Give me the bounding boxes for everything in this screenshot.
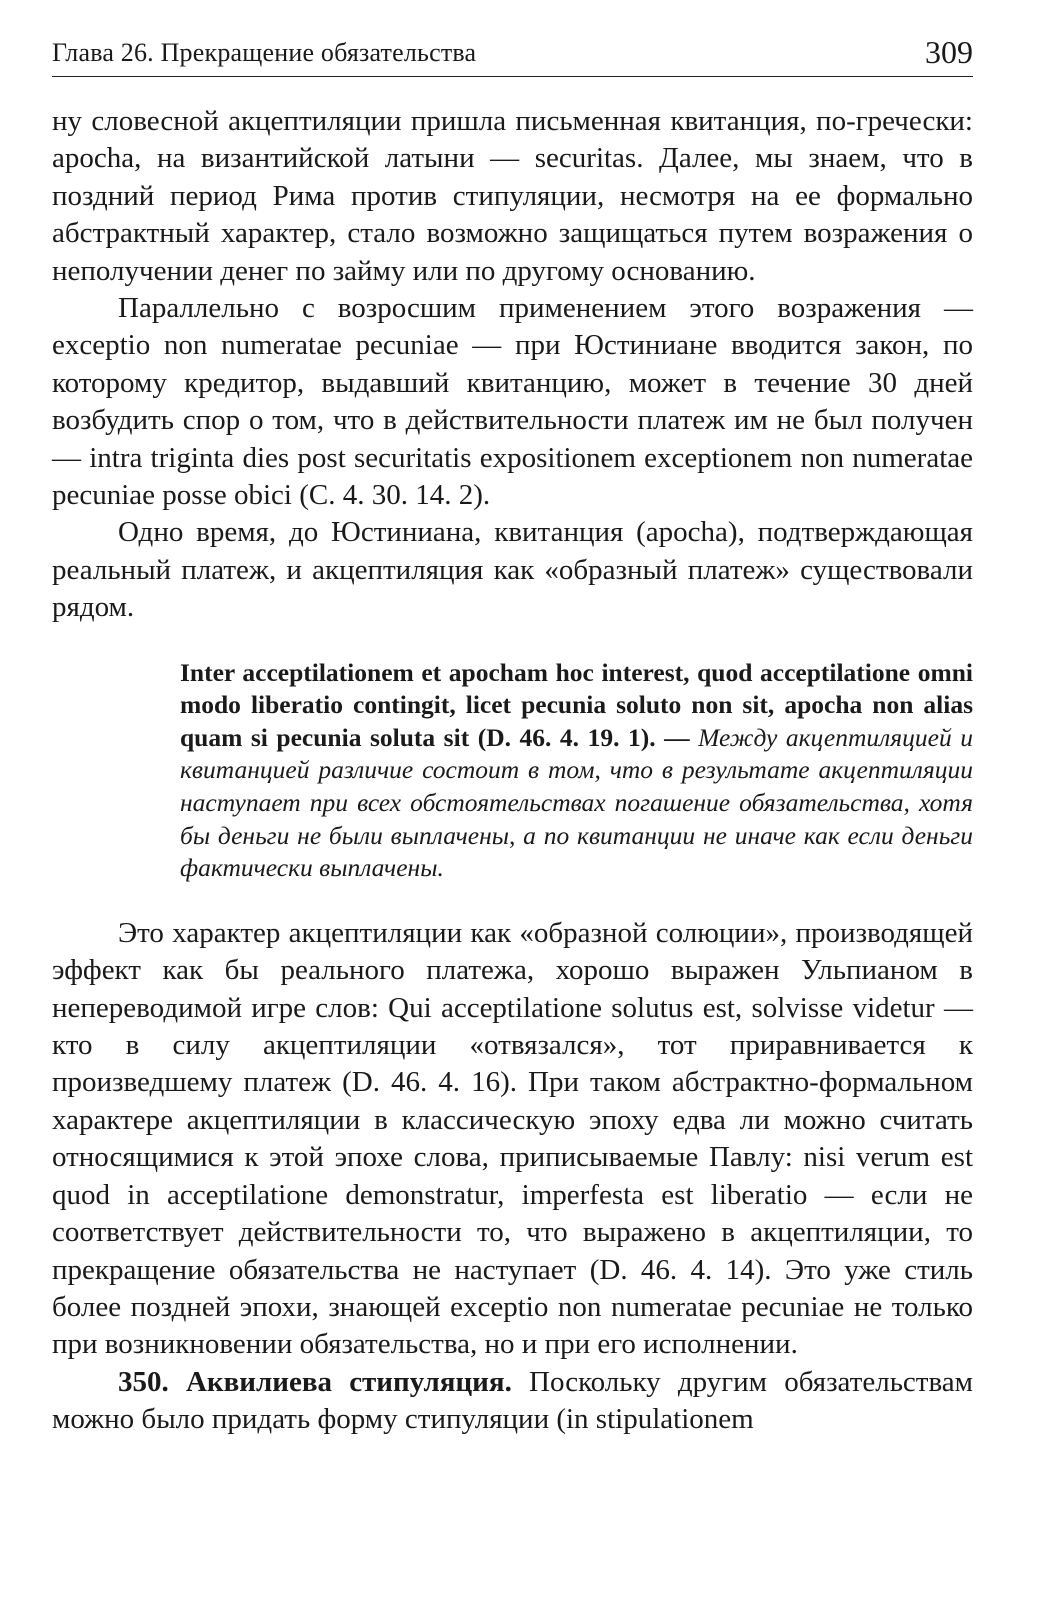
digest-quote [180,657,973,885]
quote-translation: Между акцептиляцией и квитанцией различие состоит в том, что в результате акцептиляции наступает при всех обстоятельствах погашение обязательства, хотя бы деньги не были выплачены, а по квитанции не иначе как если деньги фактически выплачены. [180,722,973,883]
section-heading: 350. Аквилиева стипуляция. [118,1365,512,1398]
paragraph-3: Одно время, до Юстиниана, квитанция (apocha), подтверждающая реальный платеж, и акцептиляция как «образный платеж» существовали рядом. [52,516,973,624]
chapter-title: Глава 26. Прекращение обязательства [52,38,477,67]
running-header [52,36,973,77]
section-350 [52,1364,973,1439]
paragraph-1: ну словесной акцептиляции пришла письменная квитанция, по-гречески: apocha, на византийской латыни — securitas. Далее, мы знаем, что в поздний период Рима против стипуляции, несмотря на ее формально абстрактный характер, стало возможно защищаться путем возражения о неполучении денег по займу или по другому основанию. [52,105,973,287]
paragraph-4: Это характер акцептиляции как «образной солюции», производящей эффект как бы реального платежа, хорошо выражен Ульпианом в непереводимой игре слов: Qui acceptilatione solutus est, solvisse videtur — кто в силу акцептиляции «отвязался», тот приравнивается к произведшему платеж (D. 46. 4. 16). При таком абстрактно-формальном характере акцептиляции в классическую эпоху едва ли можно считать относящимися к этой эпохе слова, приписываемые Павлу: nisi verum est quod in acceptilatione demonstratur, imperfesta est liberatio — если не соответствует действительности то, что выражено в акцептиляции, то прекращение обязательства не наступает (D. 46. 4. 14). Это уже стиль более поздней эпохи, знающей exceptio non numeratae pecuniae не только при возникновении обязательства, но и при его исполнении. [52,916,973,1361]
section-text: Поскольку другим обязательствам можно было придать форму стипуляции (in stipulationem [52,1365,973,1436]
quote-latin: Inter acceptilationem et apocham hoc interest, quod acceptilatione omni modo liberatio contingit, licet pecunia soluto non sit, apocha non alias quam si pecunia soluta sit (D. 46. 4. 19. 1). — [180,657,973,752]
main-text [52,103,973,1439]
page-number: 309 [925,34,973,70]
paragraph-2: Параллельно с возросшим применением этого возражения — exceptio non numeratae pecuniae — при Юстиниане вводится закон, по которому кредитор, выдавший квитанцию, может в течение 30 дней возбудить спор о том, что в действительности платеж им не был получен — intra triginta dies post securitatis expositionem exceptionem non numeratae pecuniae posse obici (C. 4. 30. 14. 2). [52,292,973,512]
